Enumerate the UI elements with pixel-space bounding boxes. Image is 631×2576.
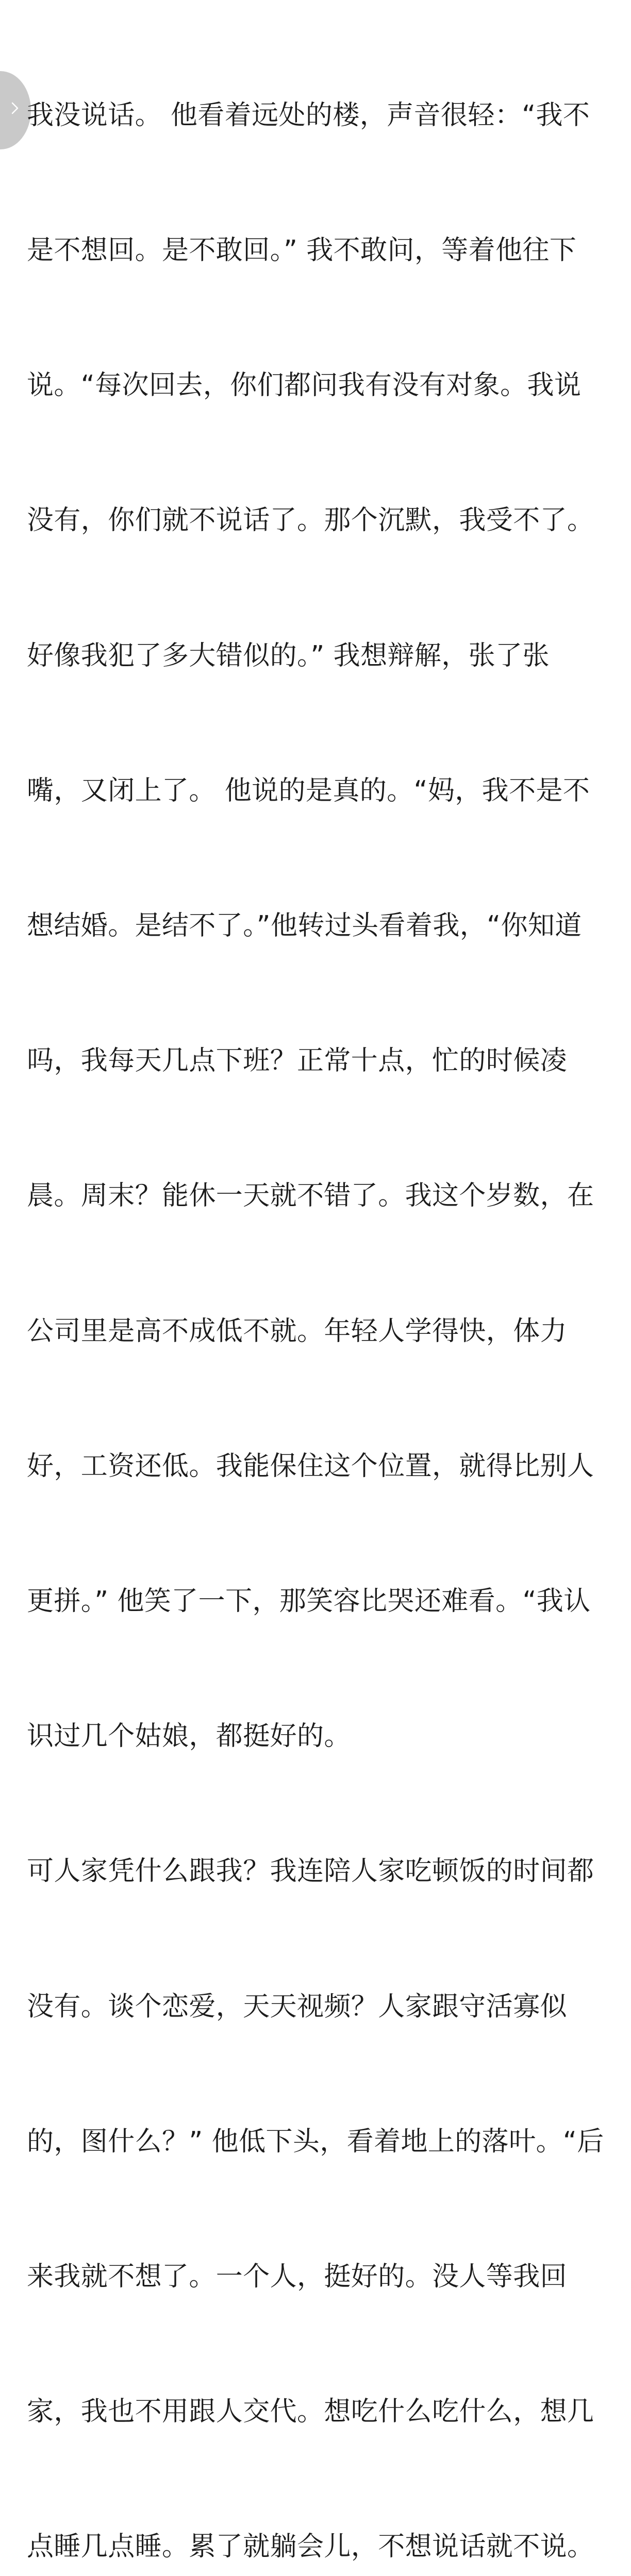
text-line: 来我就不想了。一个人，挺好的。没人等我回 — [27, 2261, 568, 2293]
text-line: 没有。谈个恋爱，天天视频？人家跟守活寡似 — [27, 1991, 568, 2022]
text-line: 好像我犯了多大错似的。” 我想辩解，张了张 — [27, 640, 550, 671]
text-line: 可人家凭什么跟我？我连陪人家吃顿饭的时间都 — [27, 1856, 594, 1887]
text-line: 好，工资还低。我能保住这个位置，就得比别人 — [27, 1450, 594, 1482]
article-body — [27, 0, 629, 2576]
text-line: 点睡几点睡。累了就躺会儿，不想说话就不说。 — [27, 2531, 594, 2563]
text-line: 公司里是高不成低不就。年轻人学得快，体力 — [27, 1315, 568, 1347]
text-line: 的，图什么？” 他低下头，看着地上的落叶。“后 — [27, 2126, 604, 2157]
text-line: 晨。周末？能休一天就不错了。我这个岁数，在 — [27, 1180, 594, 1212]
text-line: 家，我也不用跟人交代。想吃什么吃什么，想几 — [27, 2396, 594, 2428]
text-line: 嘴，又闭上了。 他说的是真的。“妈，我不是不 — [27, 775, 590, 806]
text-line: 说。“每次回去，你们都问我有没有对象。我说 — [27, 370, 582, 401]
page-turn-handle[interactable] — [0, 71, 31, 149]
chevron-right-icon — [11, 102, 19, 114]
text-line: 想结婚。是结不了。”他转过头看着我，“你知道 — [27, 910, 582, 942]
text-line: 更拼。” 他笑了一下，那笑容比哭还难看。“我认 — [27, 1586, 591, 1617]
text-line: 没有，你们就不说话了。那个沉默，我受不了。 — [27, 505, 594, 536]
text-line: 是不想回。是不敢回。” 我不敢问，等着他往下 — [27, 235, 577, 266]
text-line: 吗，我每天几点下班？正常十点，忙的时候凌 — [27, 1045, 568, 1077]
text-line: 我没说话。 他看着远处的楼，声音很轻：“我不 — [27, 99, 590, 131]
text-line: 识过几个姑娘，都挺好的。 — [27, 1721, 351, 1752]
